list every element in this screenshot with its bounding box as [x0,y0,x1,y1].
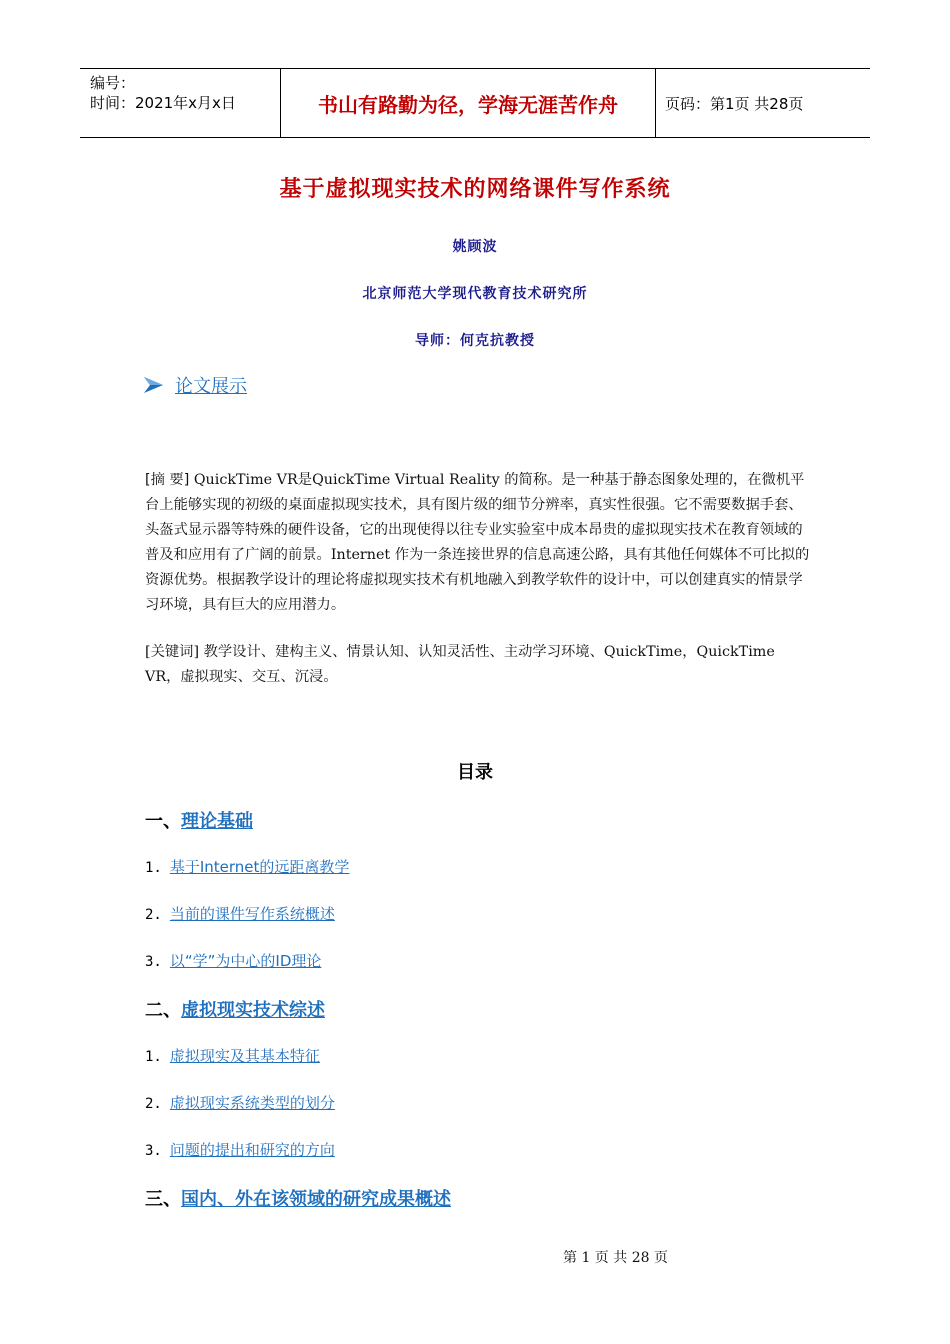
toc-item-link[interactable]: 基于Internet的远距离教学 [169,858,350,876]
toc-section-number: 三、 [145,1189,181,1210]
toc-item[interactable] [145,950,321,971]
toc-item-number: 3. [145,1143,162,1159]
header-table [80,68,870,138]
toc-section-link[interactable]: 理论基础 [181,811,253,832]
number-label: 编号： [90,74,136,92]
time-label: 时间：2021年x月x日 [90,94,236,112]
toc-section[interactable] [145,996,325,1022]
toc-section-number: 二、 [145,1000,181,1021]
toc-item-link[interactable]: 以“学”为中心的ID理论 [169,952,322,970]
toc-item-number: 1. [145,1049,162,1065]
keywords-tag: [关键词] [145,644,200,660]
institution: 北京师范大学现代教育技术研究所 [362,286,588,302]
toc-item-link[interactable]: 虚拟现实系统类型的划分 [169,1094,335,1112]
toc-item[interactable] [145,1139,335,1160]
header-motto: 书山有路勤为径，学海无涯苦作舟 [280,69,656,137]
toc-item[interactable] [145,1092,335,1113]
showcase-label[interactable]: 论文展示 [175,376,247,397]
toc-section-link[interactable]: 虚拟现实技术综述 [181,1000,325,1021]
toc-item-link[interactable]: 问题的提出和研究的方向 [169,1141,335,1159]
keywords-text: 教学设计、建构主义、情景认知、认知灵活性、主动学习环境、QuickTime，QuickTime VR，虚拟现实、交互、沉浸。 [145,644,775,685]
author: 姚顾波 [452,239,498,255]
toc-item-number: 1. [145,860,162,876]
toc-title: 目录 [457,762,493,783]
toc-item[interactable] [145,1045,320,1066]
toc-item-number: 2. [145,1096,162,1112]
toc-section[interactable] [145,1185,451,1211]
paper-showcase-link[interactable] [143,372,247,398]
toc-item-link[interactable]: 当前的课件写作系统概述 [169,905,335,923]
arrow-right-icon [143,375,165,395]
page-footer: 第 1 页 共 28 页 [563,1250,668,1266]
toc-section-number: 一、 [145,811,181,832]
keywords [145,640,810,690]
abstract-tag: [摘 要] [145,472,190,488]
toc-item-link[interactable]: 虚拟现实及其基本特征 [169,1047,320,1065]
abstract [145,468,810,618]
toc-item-number: 3. [145,954,162,970]
toc-section-link[interactable]: 国内、外在该领域的研究成果概述 [181,1189,451,1210]
document-title: 基于虚拟现实技术的网络课件写作系统 [279,177,671,202]
toc-section[interactable] [145,807,253,833]
abstract-text: QuickTime VR是QuickTime Virtual Reality 的简称。是一种基于静态图象处理的，在微机平台上能够实现的初级的桌面虚拟现实技术，具有图片级的细节分辨率，真实性很强。它不需要数据手套、头盔式显示器等特殊的硬件设备，它的出现使得以往专业实验室中成本昂贵的虚拟现实技术在教育领域的普及和应用有了广阔的前景。Internet 作为一条连接世界的信息高速公路，具有其他任何媒体不可比拟的资源优势。根据教学设计的理论将虚拟现实技术有机地融入到教学软件的设计中，可以创建真实的情景学习环境，具有巨大的应用潜力。 [145,472,810,613]
toc-item-number: 2. [145,907,162,923]
toc-item[interactable] [145,903,335,924]
toc-item[interactable] [145,856,349,877]
header-meta [80,69,280,137]
advisor: 导师：何克抗教授 [415,333,535,349]
header-page-code: 页码：第1页 共28页 [665,94,804,113]
